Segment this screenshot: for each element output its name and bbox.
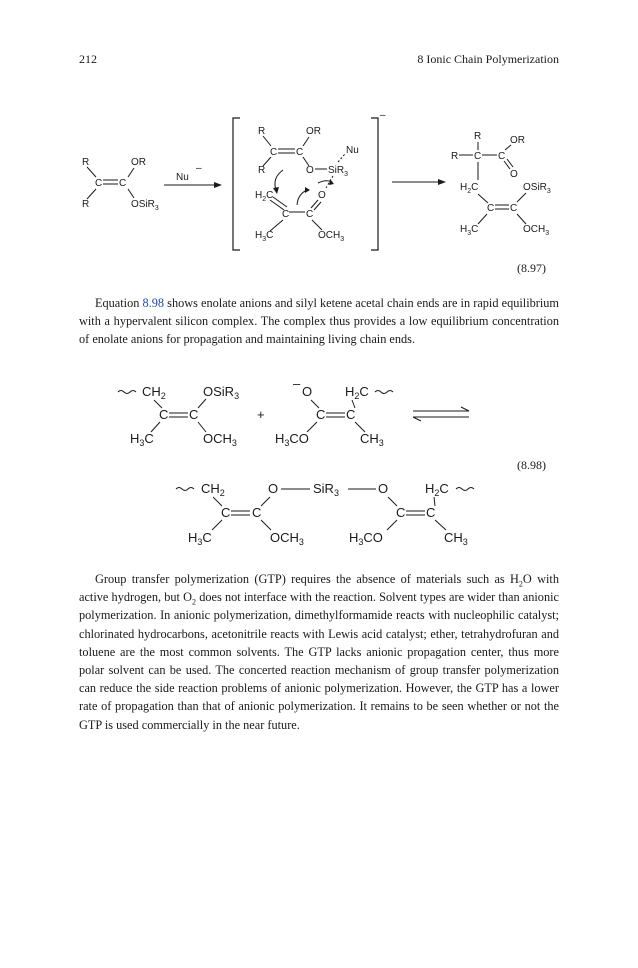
b-h3c: $H_3C$ — [188, 530, 212, 547]
bond — [435, 520, 446, 530]
para2-text-c: does not interface with the reaction. Solvent types are wider than anionic polymerization. In anionic polymerization, dimethylformamide reacts with nucleophilic catalyst; chlorinated hydrocarbons, acetonitrile reacts with Lewis acid catalyst; ether, tetrahydrofuran and toluene are the most common solvents. The GTP lacks anionic propagation center, thus more polar solvent can be used. The concerted reaction mechanism of group transfer polymerization can reduce the side reaction problems of anionic polymerization. However, the GTP has a lower rate of propagation than that of anionic polymerization. It remains to be seen whether or not the GTP is used commercially in the near future. — [79, 590, 559, 732]
bond — [303, 137, 309, 146]
product-o: O — [510, 169, 518, 180]
page-header — [79, 52, 559, 68]
bond — [212, 520, 222, 530]
curved-arrow-head — [273, 187, 279, 194]
bond — [517, 214, 526, 224]
curved-arrow-head — [305, 187, 310, 193]
bond — [263, 136, 271, 146]
curved-arrow-head — [329, 179, 334, 185]
b-ch2: $CH_2$ — [201, 481, 225, 498]
reactant-c1: C — [95, 178, 103, 189]
b-h2c: $H_2C$ — [425, 481, 449, 498]
product-r2: R — [451, 151, 459, 162]
bond — [312, 220, 322, 230]
product-c4: C — [510, 203, 518, 214]
plus-sign: + — [257, 407, 265, 422]
complex-nu: Nu — [346, 145, 359, 156]
arrow-head — [438, 179, 446, 185]
tl-osir3: OSiR$_3$ — [203, 384, 240, 401]
reactant-or: OR — [131, 157, 146, 168]
bond — [128, 189, 134, 198]
b-och3: $OCH_3$ — [270, 530, 304, 547]
bond — [198, 422, 206, 432]
reactant-ketene-acetal — [82, 157, 159, 212]
complex-or: OR — [306, 126, 321, 137]
b-c3: C — [396, 505, 406, 520]
reactant-osir3: OSiR$_3$ — [131, 199, 159, 212]
complex-c2: C — [296, 147, 304, 158]
complex-r1: R — [258, 126, 266, 137]
reactant-r1: R — [82, 157, 90, 168]
reactant-r2: R — [82, 199, 90, 210]
product-h3c: $H_3C$ — [460, 224, 479, 237]
b-o2: O — [378, 481, 389, 496]
left-bracket — [233, 118, 240, 250]
product-h2c: $H_2C$ — [460, 182, 479, 195]
wavy-bond — [118, 391, 136, 394]
equation-number-8-97: (8.97) — [517, 261, 546, 275]
b-c4: C — [426, 505, 436, 520]
arrow-head — [214, 182, 222, 188]
page-number: 212 — [79, 52, 97, 66]
tl-ch2: $CH_2$ — [142, 384, 166, 401]
tr-ch3: $CH_3$ — [360, 431, 384, 448]
complex-o: O — [306, 165, 314, 176]
bond — [151, 422, 160, 432]
paragraph-equilibrium — [79, 294, 559, 349]
equation-reference-link[interactable]: 8.98 — [142, 296, 165, 310]
wavy-bond — [375, 391, 393, 394]
b-c2: C — [252, 505, 262, 520]
bond — [478, 194, 488, 203]
bond — [261, 497, 270, 506]
bond — [387, 520, 397, 530]
bond — [505, 145, 511, 150]
running-head: 8 Ionic Chain Polymerization — [417, 52, 559, 66]
complex-charge: – — [380, 110, 386, 121]
complex-r2: R — [258, 165, 266, 176]
product-och3: $OCH_3$ — [523, 224, 550, 237]
bond — [307, 422, 317, 432]
bond — [270, 220, 283, 231]
complex-h2c: $H_2C$ — [255, 190, 274, 203]
b-o1: O — [268, 481, 279, 496]
complex-sir3: SiR$_3$ — [328, 165, 349, 178]
complex-c4: C — [306, 209, 314, 220]
bond — [213, 497, 222, 506]
equation-number-8-98: (8.98) — [517, 458, 546, 472]
bond — [478, 214, 487, 224]
tr-o: O — [302, 384, 313, 399]
product-or: OR — [510, 135, 525, 146]
para1-text-b: shows enolate anions and silyl ketene acetal chain ends are in rapid equilibrium with a hypervalent silicon complex. The complex thus provides a low equilibrium concentration of enolate anions for propagation and maintaining living chain ends. — [79, 296, 559, 347]
reverse-arrow-head — [413, 417, 421, 421]
tl-h3c: $H_3C$ — [130, 431, 154, 448]
para1-text-a: Equation — [95, 296, 143, 310]
bond — [198, 399, 206, 408]
silyl-ketene-acetal-chain-end — [118, 384, 239, 448]
right-bracket — [371, 118, 378, 250]
hypervalent-complex — [255, 126, 359, 243]
curved-arrow — [275, 170, 283, 190]
bond — [87, 167, 96, 177]
bond — [273, 197, 287, 207]
bond — [154, 400, 162, 408]
tr-h2c: $H_2C$ — [345, 384, 369, 401]
b-h3co: $H_3CO$ — [349, 530, 383, 547]
subscript: 2 — [518, 579, 523, 589]
hypervalent-silicon-complex — [176, 481, 474, 547]
b-sir3: SiR$_3$ — [313, 481, 339, 498]
paragraph-gtp — [79, 570, 559, 734]
wavy-bond — [176, 488, 194, 491]
tr-c2: C — [346, 407, 356, 422]
dashed-bond — [338, 154, 345, 162]
subscript: 2 — [192, 597, 197, 607]
nucleophile-label: Nu — [176, 172, 189, 183]
para2-text-a: Group transfer polymerization (GTP) requires the absence of materials such as H — [95, 572, 519, 586]
complex-c1: C — [270, 147, 278, 158]
product-osir3: OSiR$_3$ — [523, 182, 551, 195]
tl-c2: C — [189, 407, 199, 422]
b-ch3: $CH_3$ — [444, 530, 468, 547]
product-c3: C — [487, 203, 495, 214]
bond — [517, 193, 526, 202]
forward-arrow-head — [461, 407, 469, 411]
enolate-charge: – — [293, 376, 301, 391]
bond — [128, 168, 134, 177]
b-c1: C — [221, 505, 231, 520]
reactant-c2: C — [119, 178, 127, 189]
complex-h3c: $H_3C$ — [255, 230, 274, 243]
tl-c1: C — [159, 407, 169, 422]
bond — [87, 189, 96, 199]
product-adduct — [451, 131, 551, 237]
tr-h3co: $H_3CO$ — [275, 431, 309, 448]
complex-o2: O — [318, 190, 326, 201]
bond — [270, 200, 284, 210]
product-c2: C — [498, 151, 506, 162]
para2-text-b: O with active hydrogen, but O — [79, 572, 559, 605]
bond — [388, 497, 397, 506]
bond — [311, 400, 319, 408]
product-c1: C — [474, 151, 482, 162]
nucleophile-charge: – — [196, 163, 202, 174]
reaction-scheme-8-97 — [0, 110, 638, 260]
complex-och3: $OCH_3$ — [318, 230, 345, 243]
bond — [261, 520, 271, 530]
complex-c3: C — [282, 209, 290, 220]
tr-c1: C — [316, 407, 326, 422]
tl-och3: $OCH_3$ — [203, 431, 237, 448]
bond — [263, 157, 271, 166]
enolate-anion-chain-end — [275, 376, 393, 448]
wavy-bond — [456, 488, 474, 491]
product-r1: R — [474, 131, 482, 142]
